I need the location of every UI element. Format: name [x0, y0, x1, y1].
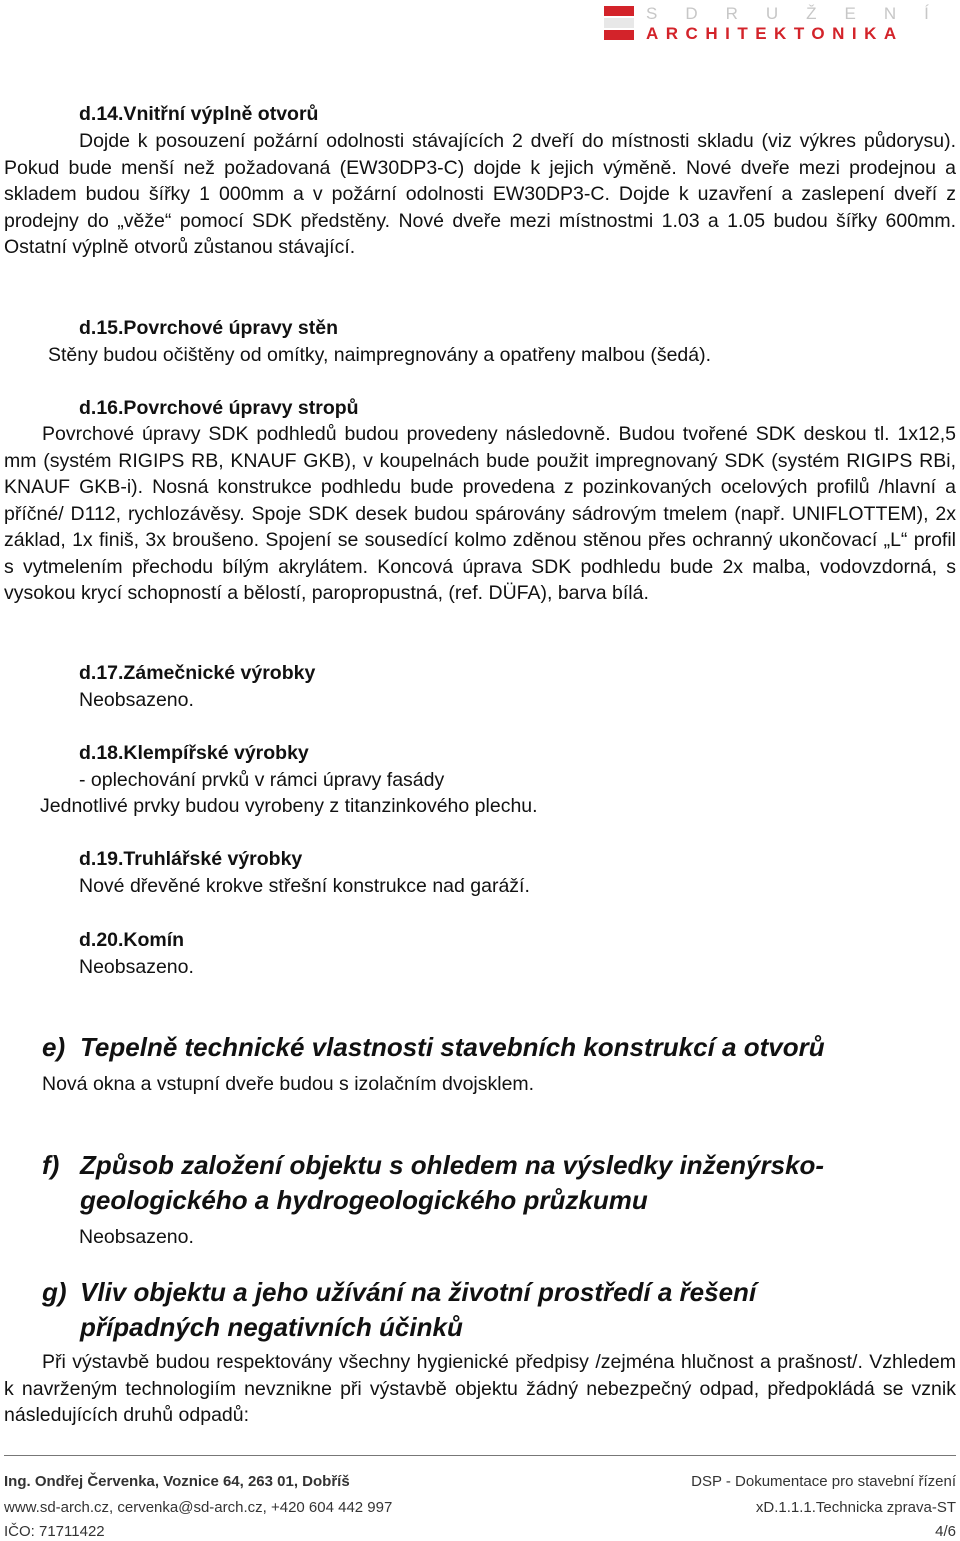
chapter-text-g: Při výstavbě budou respektovány všechny hygienické předpisy /zejména hlučnost a prašnost/. Vzhledem k navrženým technologiím nevznikne při výstavbě objektu žádný nebezpečný odpad, předpokládá se vznik následujících druhů odpadů: [4, 1351, 956, 1426]
section-heading-d20: d.20.Komín [79, 929, 185, 951]
chapter-heading-g [42, 1275, 942, 1345]
logo-top-text: SDRUŽENÍ [646, 4, 957, 23]
chapter-title-f-line1: Způsob založení objektu s ohledem na výsledky inženýrsko- [80, 1150, 825, 1180]
section-text-d14: Dojde k posouzení požární odolnosti stávajících 2 dveří do místnosti skladu (viz výkres půdorysu). Pokud bude menší než požadovaná (EW30DP3-C) dojde k jejich výměně. Nové dveře mezi prodejnou a skladem budou šířky 1 000mm a v požární odolnosti EW30DP3-C. Dojde k uzavření a zaslepení dveří z prodejny do „věže“ pomocí SDK předstěny. Nové dveře mezi místnostmi 1.03 a 1.05 budou šířky 600mm. Ostatní výplně otvorů zůstanou stávající. [4, 130, 956, 258]
chapter-label-f: f) [42, 1150, 60, 1180]
logo-mark-icon [604, 6, 634, 40]
section-heading-d19: d.19.Truhlářské výrobky [79, 848, 303, 870]
chapter-label-g: g) [42, 1277, 67, 1307]
section-text-d19: Nové dřevěné krokve střešní konstrukce nad garáží. [79, 875, 530, 897]
chapter-text-e: Nová okna a vstupní dveře budou s izolačním dvojsklem. [42, 1073, 535, 1095]
section-text-d16: Povrchové úpravy SDK podhledů budou provedeny následovně. Budou tvořené SDK deskou tl. 1x12,5 mm (systém RIGIPS RB, KNAUF GKB), v koupelnách bude použit impregnovaný SDK (systém RIGIPS RBi, KNAUF GKB-i). Nosná konstrukce podhledu bude provedena z pozinkovaných ocelových profilů /hlavní a příčné/ D112, rychlozávěsy. Spoje SDK desek budou spárovány sádrovým tmelem (např. UNIFLOTTEM), 2x základ, 1x finiš, 3x broušeno. Spojení se sousedící kolmo zděnou stěnou přes ochranný ukončovací „L“ profil s vytmelením přechodu bílým akrylátem. Koncová úprava SDK podhledu bude 2x malba, vodovzdorná, s vysokou krycí schopností a bělostí, paropropustná, (ref. DÜFA), barva bílá. [4, 423, 956, 604]
chapter-title-g-line1: Vliv objektu a jeho užívání na životní prostředí a řešení [80, 1277, 757, 1307]
section-text-d20: Neobsazeno. [79, 956, 194, 978]
footer-divider [4, 1455, 956, 1456]
footer-ico: IČO: 71711422 [4, 1523, 105, 1540]
section-heading-d16: d.16.Povrchové úpravy stropů [79, 397, 359, 419]
section-text-d17: Neobsazeno. [79, 689, 194, 711]
chapter-title-e: Tepelně technické vlastnosti stavebních konstrukcí a otvorů [80, 1032, 825, 1062]
footer-contacts: www.sd-arch.cz, cervenka@sd-arch.cz, +420 604 442 997 [4, 1499, 393, 1516]
footer-page-number: 4/6 [935, 1523, 956, 1540]
section-text-d15: Stěny budou očištěny od omítky, naimpregnovány a opatřeny malbou (šedá). [48, 344, 712, 366]
company-logo [604, 4, 957, 43]
chapter-heading-e [42, 1030, 942, 1065]
section-heading-d14: d.14.Vnitřní výplně otvorů [79, 103, 319, 125]
logo-bottom-text: ARCHITEKTONIKA [646, 24, 904, 43]
section-heading-d15: d.15.Povrchové úpravy stěn [79, 317, 339, 339]
chapter-title-g-line2: případných negativních účinků [80, 1312, 463, 1342]
section-text-d18: Jednotlivé prvky budou vyrobeny z titanzinkového plechu. [40, 795, 538, 817]
footer-author: Ing. Ondřej Červenka, Voznice 64, 263 01, Dobříš [4, 1473, 350, 1490]
chapter-label-e: e) [42, 1032, 66, 1062]
section-item-d18: - oplechování prvků v rámci úpravy fasády [79, 769, 445, 791]
section-heading-d18: d.18.Klempířské výrobky [79, 742, 309, 764]
section-heading-d17: d.17.Zámečnické výrobky [79, 662, 316, 684]
chapter-text-f: Neobsazeno. [79, 1226, 194, 1248]
footer-doc-type: DSP - Dokumentace pro stavební řízení [691, 1473, 956, 1490]
chapter-heading-f [42, 1148, 942, 1218]
footer-doc-id: xD.1.1.1.Technicka zprava-ST [755, 1499, 956, 1516]
chapter-title-f-line2: geologického a hydrogeologického průzkumu [80, 1185, 648, 1215]
